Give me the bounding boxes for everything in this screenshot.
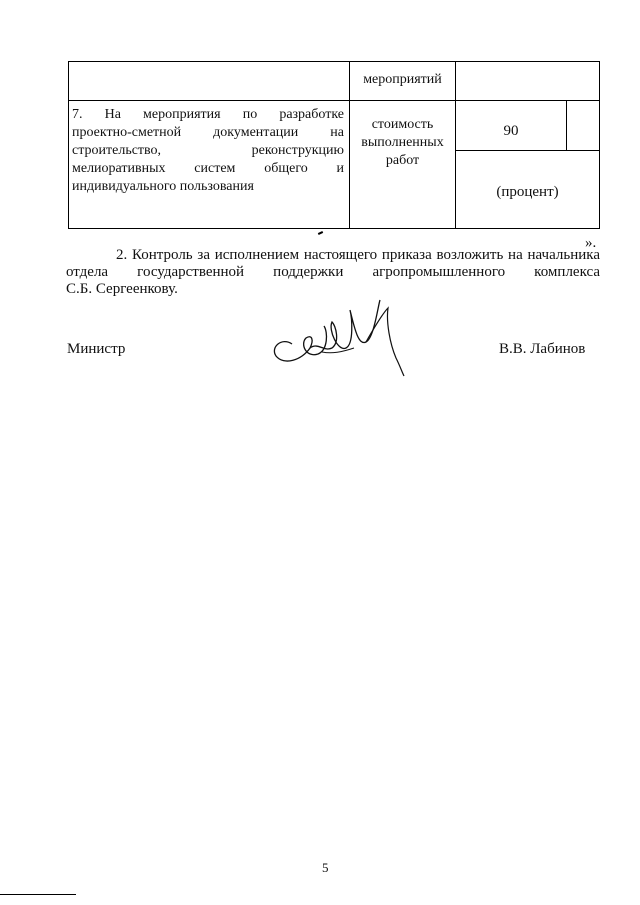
table-line-value-split: [455, 150, 600, 151]
table-line-top: [68, 61, 600, 62]
table-line-bottom: [68, 228, 600, 229]
paragraph-line: С.Б. Сергеенкову.: [66, 281, 178, 297]
description-line: проектно-сметной документации на: [72, 125, 344, 140]
page-number: 5: [322, 860, 329, 875]
closing-quote: ».: [585, 235, 597, 251]
table-cell-description: [72, 106, 344, 196]
table-line-right: [599, 61, 600, 229]
signer-name: В.В. Лабинов: [499, 341, 586, 357]
measure-line: выполненных: [361, 135, 444, 150]
measure-line: работ: [385, 153, 420, 168]
description-line: индивидуального пользования: [72, 179, 254, 194]
description-line: мелиоративных систем общего и: [72, 161, 344, 176]
paragraph-line: 2. Контроль за исполнением настоящего приказа возложить на начальника: [116, 247, 600, 263]
table-cell-unit: (процент): [496, 184, 559, 200]
description-line: 7. На мероприятия по разработке: [72, 107, 344, 122]
paragraph-line: отдела государственной поддержки агропромышленного комплекса: [66, 264, 600, 280]
table-line-col2: [455, 61, 456, 229]
handwritten-signature: [262, 282, 412, 377]
table-cell-measure: [350, 116, 455, 170]
table-cell-value: 90: [503, 123, 519, 139]
table-line-col3: [566, 100, 567, 150]
footer-rule: [0, 894, 76, 895]
table-line-mid: [68, 100, 600, 101]
signer-position: Министр: [67, 341, 126, 357]
table-cell-events: мероприятий: [363, 72, 442, 87]
measure-line: стоимость: [371, 117, 434, 132]
table-line-left: [68, 61, 69, 229]
description-line: строительство, реконструкцию: [72, 143, 344, 158]
scan-mark: [318, 231, 323, 235]
